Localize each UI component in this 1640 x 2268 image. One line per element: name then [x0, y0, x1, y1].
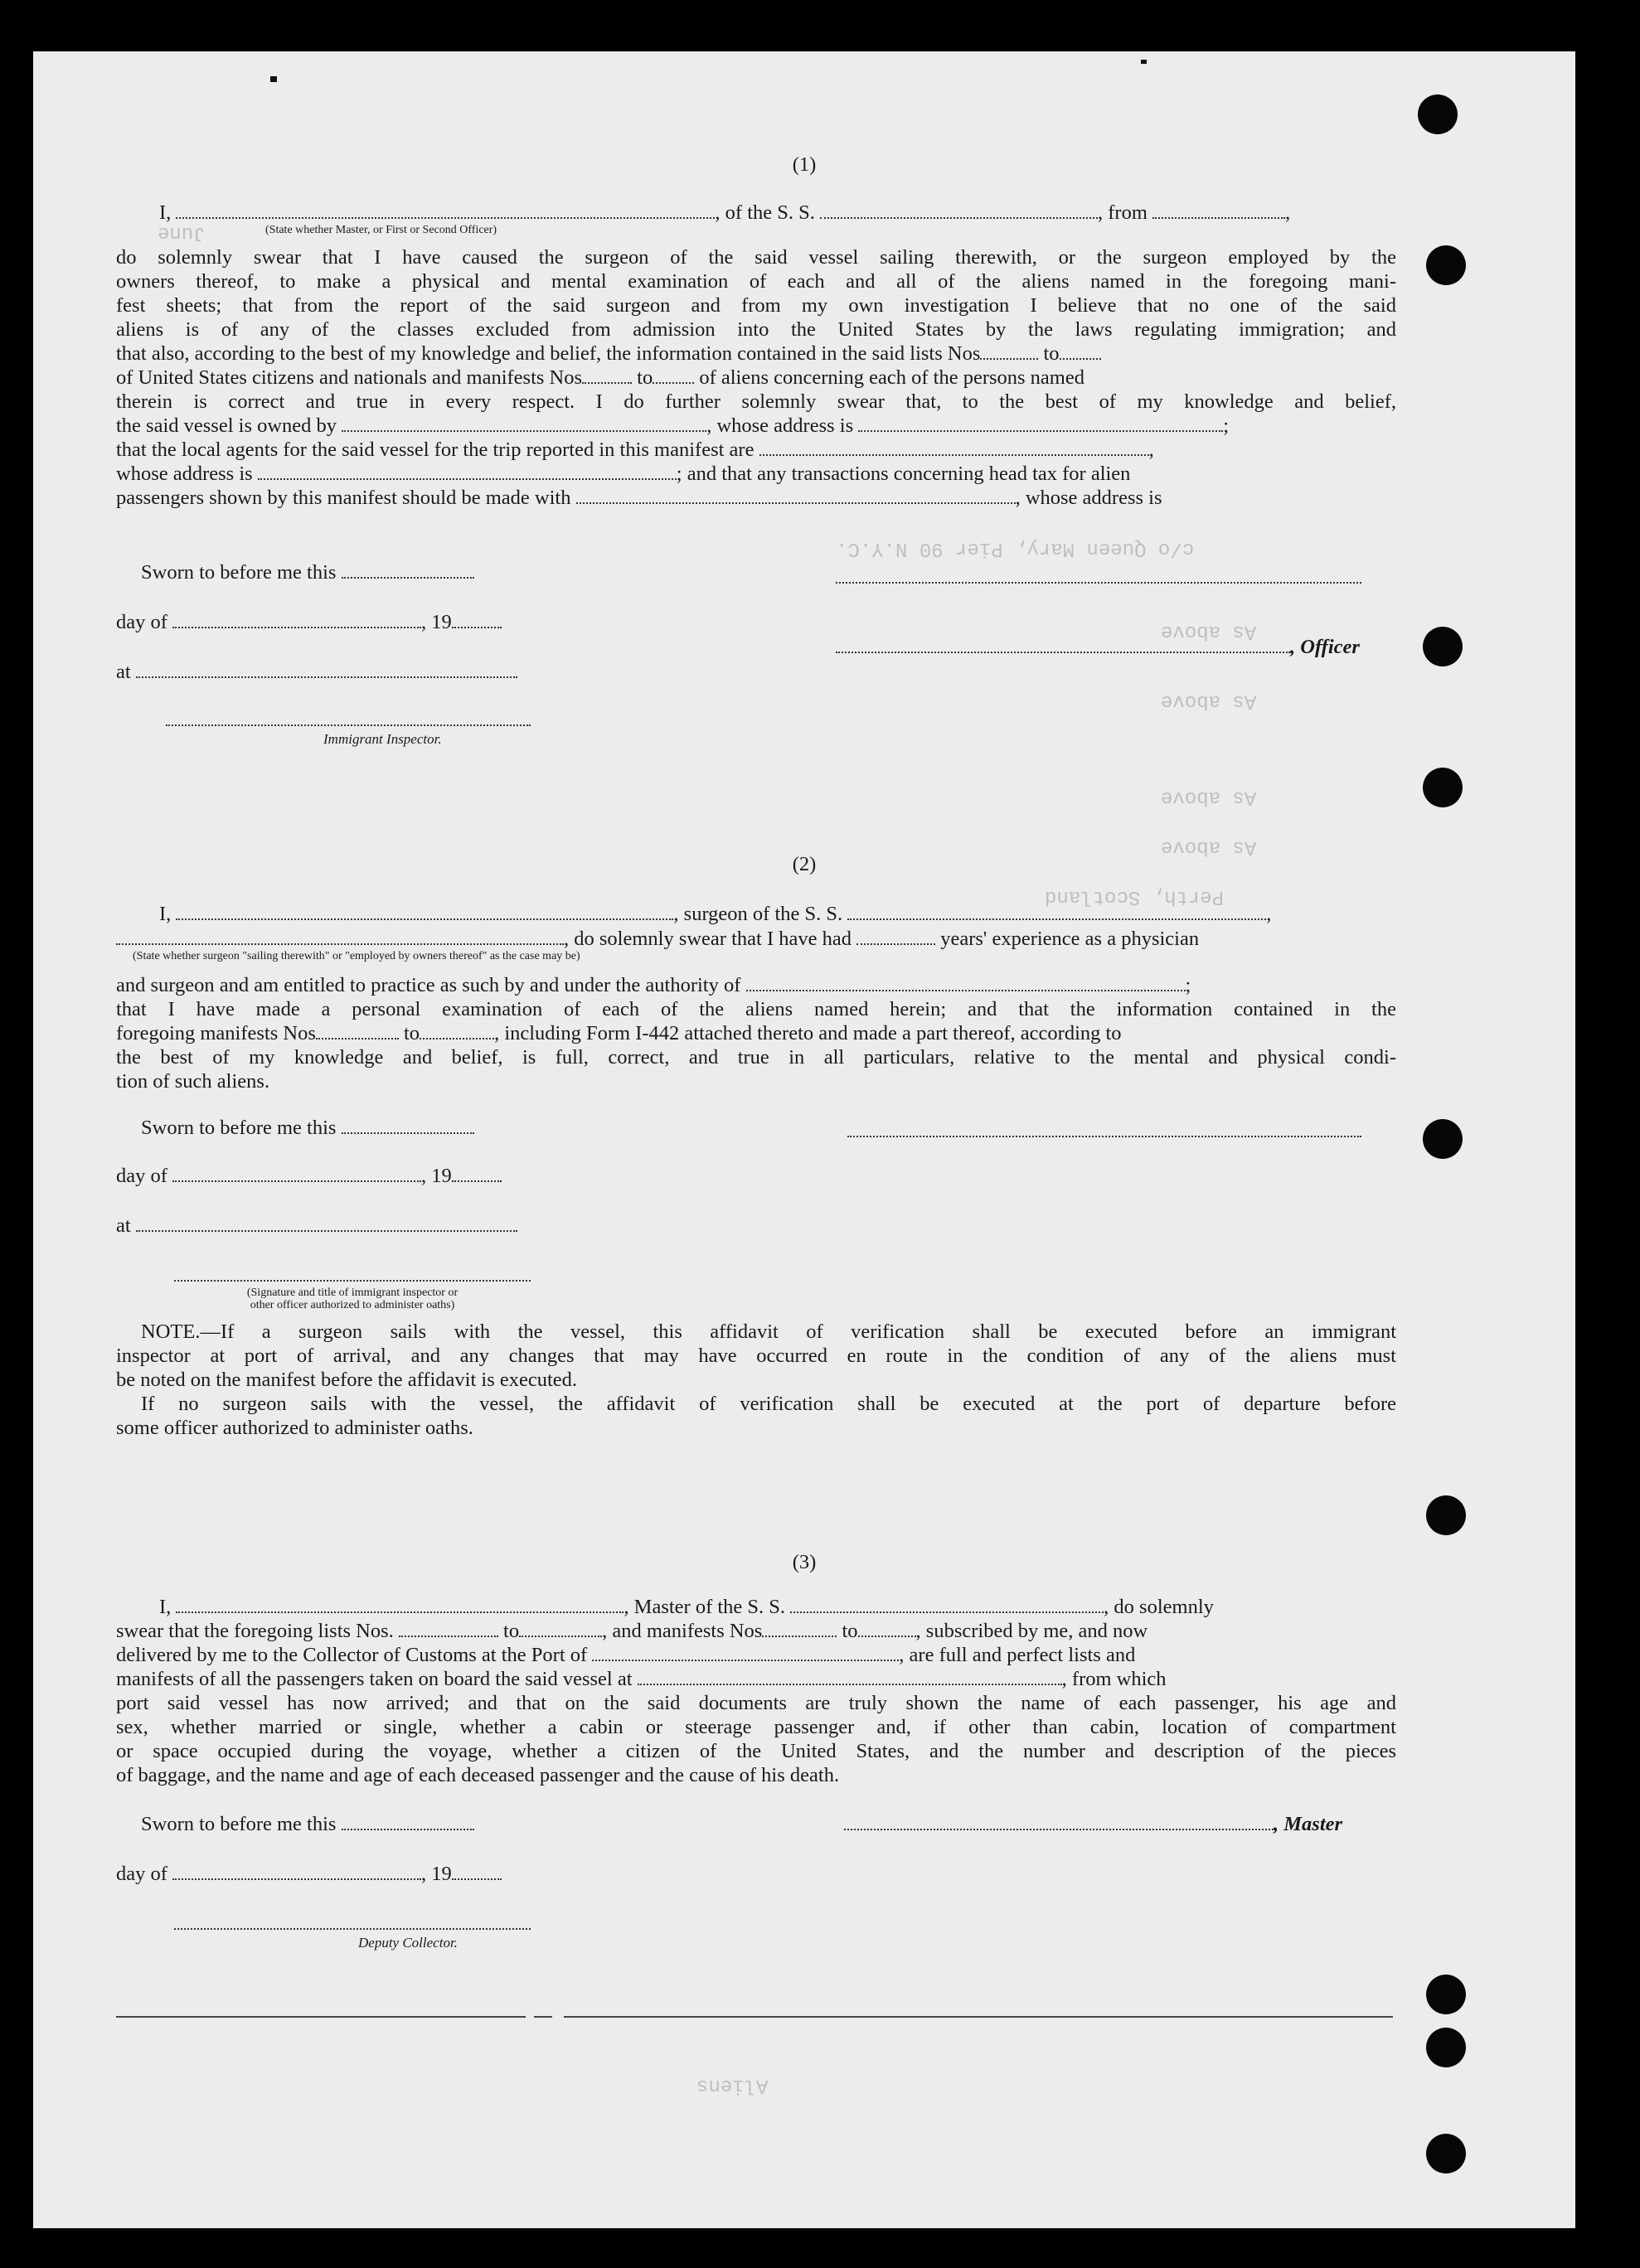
- surgeon-manifests-from-field[interactable]: [316, 1022, 399, 1040]
- day-of-label: [116, 1862, 502, 1887]
- text: to: [404, 1022, 420, 1044]
- text: swear that the foregoing lists Nos.: [116, 1620, 394, 1642]
- section-3-text-line: sex, whether married or single, whether a cabin or steerage passenger and, if other than cabin, location of compartment: [116, 1716, 1396, 1738]
- section-3-line-2: [116, 1619, 1148, 1644]
- lists-to-field[interactable]: [1060, 342, 1101, 360]
- note-line: some officer authorized to administer oaths.: [116, 1417, 473, 1439]
- text: Sworn to before me this: [141, 1813, 337, 1835]
- section-1-text-line: do solemnly swear that I have caused the surgeon of the said vessel sailing therewith, or the surgeon employed by the: [116, 246, 1396, 269]
- text: , surgeon of the S. S.: [673, 903, 843, 925]
- section-3-text-line: of baggage, and the name and age of each deceased passenger and the cause of his death.: [116, 1764, 840, 1786]
- section-1-agents-line: [116, 438, 1154, 463]
- section-2-line-1: [159, 902, 1271, 927]
- text: , Officer: [1290, 636, 1360, 658]
- year-field[interactable]: [452, 1165, 502, 1182]
- manifest-back-page: [33, 51, 1575, 2228]
- text: , do solemnly swear that I have had: [564, 928, 852, 950]
- officer-signature-line[interactable]: [836, 582, 1361, 584]
- boarding-port-field[interactable]: [638, 1668, 1062, 1685]
- punctuation: ,: [1285, 201, 1291, 224]
- vessel-name-field[interactable]: [820, 201, 1098, 219]
- master-lists-from-field[interactable]: [399, 1620, 498, 1637]
- section-2-line-3: [116, 973, 1191, 998]
- inspector-signature-line[interactable]: [166, 724, 531, 726]
- punch-hole: [1423, 768, 1463, 807]
- text: , 19: [421, 1165, 452, 1187]
- text: ,: [1266, 903, 1272, 925]
- sworn-label: [141, 560, 474, 585]
- agents-address-field[interactable]: [258, 463, 677, 480]
- text: , from which: [1061, 1668, 1167, 1690]
- section-2-number: (2): [792, 853, 817, 875]
- head-tax-party-field[interactable]: [576, 487, 1016, 504]
- year-field[interactable]: [452, 611, 502, 628]
- section-1-text-line: therein is correct and true in every respect. I do further solemnly swear that, to the best of my knowledge and belief,: [116, 390, 1396, 413]
- text: that the local agents for the said vessel for the trip reported in this manifest are: [116, 439, 754, 461]
- port-field[interactable]: [592, 1644, 899, 1661]
- text: , 19: [421, 611, 452, 633]
- punch-hole: [1426, 1495, 1466, 1535]
- text: ;: [1223, 414, 1230, 437]
- ink-speck: [270, 76, 277, 82]
- officer-rank-field[interactable]: [176, 201, 715, 219]
- manifests-from-field[interactable]: [582, 366, 632, 384]
- section-3-number: (3): [792, 1551, 817, 1573]
- sworn-date-field[interactable]: [342, 1117, 474, 1134]
- master-signature-field[interactable]: [844, 1813, 1274, 1830]
- day-of-field[interactable]: [172, 611, 421, 628]
- bottom-rule-short: [534, 2016, 552, 2018]
- text: ; and that any transactions concerning head tax for alien: [676, 463, 1131, 485]
- year-field[interactable]: [452, 1863, 502, 1880]
- section-2-text-line: the best of my knowledge and belief, is full, correct, and true in all particulars, relative to the mental and physical condi-: [116, 1046, 1396, 1069]
- text: , whose address is: [706, 414, 854, 437]
- deputy-signature-line[interactable]: [174, 1928, 531, 1930]
- section-1-text-line: fest sheets; that from the report of the said surgeon and from my own investigation I believe that no one of the said: [116, 294, 1396, 317]
- immigrant-inspector-label: Immigrant Inspector.: [323, 731, 442, 747]
- at-label: [116, 660, 517, 685]
- text: to: [1043, 342, 1060, 365]
- section-3-line-3: [116, 1643, 1135, 1668]
- authority-field[interactable]: [746, 974, 1186, 991]
- bleed-through-text: c/o Queen Mary, Pier 90 N.Y.C.: [836, 537, 1195, 560]
- punch-hole: [1426, 2028, 1466, 2067]
- surgeon-state-note: (State whether surgeon "sailing therewith" or "employed by owners thereof" as the case may be): [133, 950, 580, 962]
- text: of aliens concerning each of the persons named: [699, 366, 1084, 389]
- master-lists-to-field[interactable]: [519, 1620, 602, 1637]
- text: to: [842, 1620, 858, 1642]
- text: whose address is: [116, 463, 253, 485]
- owner-field[interactable]: [342, 414, 706, 432]
- section-2-text-line: tion of such aliens.: [116, 1070, 270, 1093]
- manifests-to-field[interactable]: [653, 366, 694, 384]
- note-line: inspector at port of arrival, and any changes that may have occurred en route in the condition of any of the aliens must: [116, 1345, 1396, 1367]
- text: delivered by me to the Collector of Customs at the Port of: [116, 1644, 588, 1666]
- text: Sworn to before me this: [141, 1117, 337, 1139]
- at-label: [116, 1214, 517, 1238]
- text: to: [637, 366, 653, 389]
- note-line: If no surgeon sails with the vessel, the affidavit of verification shall be executed at the port of departure before: [141, 1393, 1396, 1415]
- owner-address-field[interactable]: [858, 414, 1223, 432]
- section-1-number: (1): [792, 153, 817, 176]
- text: day of: [116, 611, 167, 633]
- years-experience-field[interactable]: [856, 928, 935, 945]
- text: and surgeon and am entitled to practice as such by and under the authority of: [116, 974, 741, 996]
- text: , including Form I-442 attached thereto and made a part thereof, according to: [494, 1022, 1122, 1044]
- bleed-through-text: As above: [1161, 620, 1257, 642]
- punch-hole: [1426, 245, 1466, 285]
- text: of United States citizens and nationals and manifests Nos: [116, 366, 583, 389]
- text: , are full and perfect lists and: [899, 1644, 1136, 1666]
- punch-hole: [1426, 2134, 1466, 2174]
- text: , and manifests Nos: [602, 1620, 763, 1642]
- section-1-owned-line: [116, 414, 1229, 439]
- bleed-through-text: As above: [1161, 836, 1257, 858]
- text: at: [116, 1214, 131, 1237]
- text: , whose address is: [1015, 487, 1162, 509]
- text: that also, according to the best of my knowledge and belief, the information contained in the said lists Nos: [116, 342, 981, 365]
- text: to: [503, 1620, 520, 1642]
- text: I,: [159, 903, 172, 925]
- label-of-ss: , of the S. S.: [715, 201, 815, 224]
- text: ,: [1148, 439, 1154, 461]
- section-3-line-4: [116, 1667, 1167, 1692]
- surgeon-vessel-field[interactable]: [847, 903, 1266, 920]
- note-line: be noted on the manifest before the affidavit is executed.: [116, 1369, 578, 1391]
- day-of-field[interactable]: [172, 1863, 421, 1880]
- section-2-line-2: [116, 927, 1199, 952]
- master-signature-line: [844, 1812, 1342, 1837]
- day-of-field[interactable]: [172, 1165, 421, 1182]
- punch-hole: [1418, 94, 1458, 134]
- at-place-field[interactable]: [136, 1214, 517, 1232]
- inspector-signature-line[interactable]: [174, 1280, 531, 1282]
- officer-label-line: [836, 635, 1360, 660]
- punch-hole: [1426, 1975, 1466, 2014]
- surgeon-name-field[interactable]: [176, 903, 673, 920]
- section-1-line-1: [159, 201, 1395, 225]
- sworn-date-field[interactable]: [342, 1813, 474, 1830]
- text: years' experience as a physician: [940, 928, 1200, 950]
- text: Sworn to before me this: [141, 561, 337, 584]
- section-3-text-line: port said vessel has now arrived; and that on the said documents are truly shown the name of each passenger, his age and: [116, 1692, 1396, 1714]
- text: , 19: [421, 1863, 452, 1885]
- bleed-through-text: Aliens: [696, 2074, 769, 2096]
- text: passengers shown by this manifest should be made with: [116, 487, 571, 509]
- deputy-collector-label: Deputy Collector.: [358, 1935, 458, 1951]
- surgeon-status-field[interactable]: [116, 928, 564, 945]
- text: at: [116, 661, 131, 683]
- text: , Master: [1274, 1813, 1343, 1835]
- section-2-text-line: that I have made a personal examination of each of the aliens named herein; and that the information contained in the: [116, 998, 1396, 1020]
- section-1-text-line: aliens is of any of the classes excluded from admission into the United States by the laws regulating immigration; and: [116, 318, 1396, 341]
- section-2-line-5: [116, 1021, 1122, 1046]
- master-name-field[interactable]: [176, 1596, 623, 1613]
- text: the said vessel is owned by: [116, 414, 337, 437]
- section-3-line-1: [159, 1595, 1214, 1620]
- text: , subscribed by me, and now: [915, 1620, 1148, 1642]
- text: , do solemnly: [1104, 1596, 1214, 1618]
- ink-speck: [1141, 60, 1147, 64]
- section-1-manifests-line: [116, 366, 1084, 390]
- bottom-rule-left: [116, 2016, 526, 2018]
- text: I,: [159, 1596, 172, 1618]
- text: day of: [116, 1165, 167, 1187]
- lists-from-field[interactable]: [980, 342, 1038, 360]
- surgeon-signature-line[interactable]: [847, 1136, 1361, 1137]
- at-place-field[interactable]: [136, 661, 517, 678]
- text: foregoing manifests Nos: [116, 1022, 316, 1044]
- bleed-through-text: June: [158, 221, 206, 244]
- local-agents-field[interactable]: [759, 439, 1149, 456]
- bleed-through-text: Perth, Scotland: [1045, 885, 1225, 908]
- bleed-through-text: As above: [1161, 690, 1257, 712]
- day-of-label: [116, 610, 502, 635]
- master-manifests-to-field[interactable]: [858, 1620, 916, 1637]
- text: manifests of all the passengers taken on board the said vessel at: [116, 1668, 633, 1690]
- text: ;: [1185, 974, 1191, 996]
- label-from: , from: [1098, 201, 1148, 224]
- text: , Master of the S. S.: [623, 1596, 786, 1618]
- sworn-date-field[interactable]: [342, 561, 474, 579]
- label-i: I,: [159, 201, 172, 224]
- signature-note: (Signature and title of immigrant inspector or: [246, 1287, 459, 1299]
- day-of-label: [116, 1164, 502, 1189]
- text: day of: [116, 1863, 167, 1885]
- section-1-lists-line: [116, 342, 1101, 366]
- signature-note: other officer authorized to administer oaths): [250, 1299, 455, 1311]
- note-line: NOTE.—If a surgeon sails with the vessel, this affidavit of verification shall be executed before an immigrant: [141, 1321, 1396, 1343]
- port-from-field[interactable]: [1152, 201, 1285, 219]
- surgeon-manifests-to-field[interactable]: [420, 1022, 494, 1040]
- sworn-label: [141, 1812, 474, 1837]
- master-vessel-field[interactable]: [790, 1596, 1104, 1613]
- section-1-whose-line: [116, 462, 1130, 487]
- section-1-passengers-line: [116, 486, 1162, 511]
- punch-hole: [1423, 1119, 1463, 1159]
- sworn-label: [141, 1116, 474, 1141]
- section-3-text-line: or space occupied during the voyage, whether a citizen of the United States, and the number and description of the pieces: [116, 1740, 1396, 1762]
- bleed-through-text: As above: [1161, 786, 1257, 808]
- bottom-rule-right: [564, 2016, 1393, 2018]
- state-whether-note: (State whether Master, or First or Second Officer): [265, 224, 497, 236]
- section-1-text-line: owners thereof, to make a physical and mental examination of each and all of the aliens named in the foregoing mani-: [116, 270, 1396, 293]
- master-manifests-from-field[interactable]: [762, 1620, 837, 1637]
- officer-field[interactable]: [836, 636, 1290, 653]
- punch-hole: [1423, 627, 1463, 666]
